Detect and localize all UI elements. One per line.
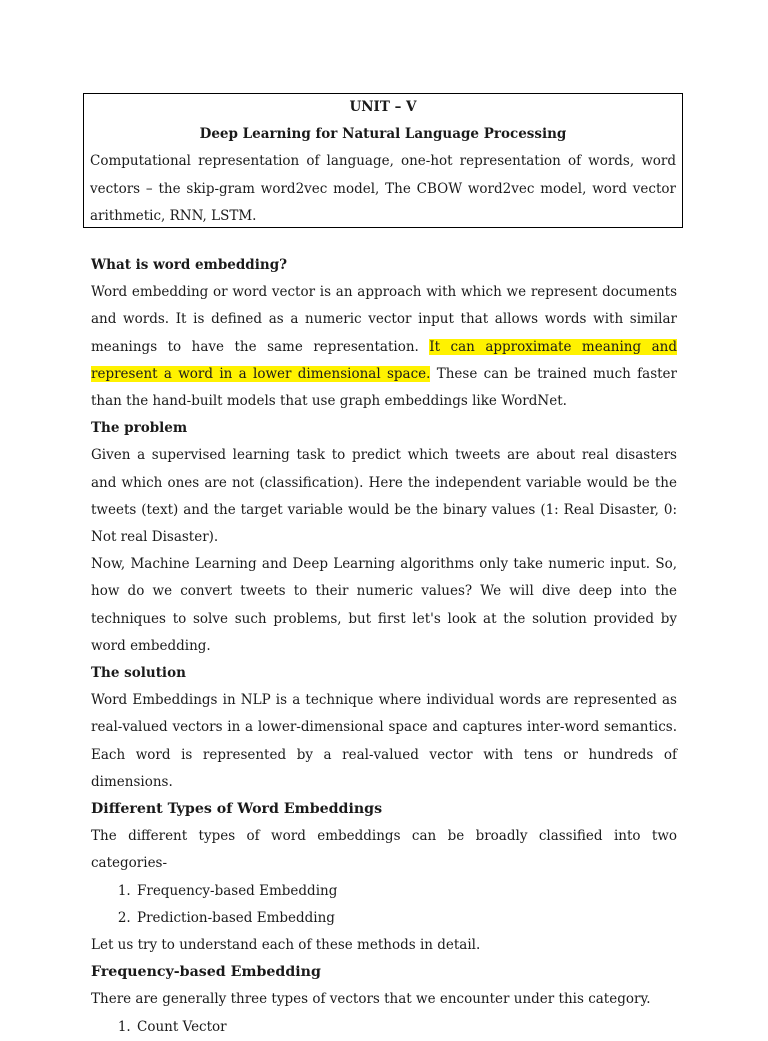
paragraph-types-outro: Let us try to understand each of these methods in detail. [91, 937, 481, 954]
document-body [91, 252, 677, 1041]
heading-types-of-embeddings: Different Types of Word Embeddings [91, 801, 383, 818]
paragraph-types-intro: The different types of word embeddings can be broadly classified into two categories- [91, 828, 677, 872]
list-embedding-types [91, 878, 677, 932]
heading-the-solution: The solution [91, 665, 186, 682]
paragraph-frequency-intro: There are generally three types of vectors that we encounter under this category. [91, 991, 651, 1008]
unit-description: Computational representation of language, one-hot representation of words, word vectors – the skip-gram word2vec model, The CBOW word2vec model, word vector arithmetic, RNN, LSTM. [90, 153, 676, 224]
heading-frequency-based-embedding: Frequency-based Embedding [91, 964, 321, 981]
list-item: 1. Frequency-based Embedding [135, 878, 677, 905]
paragraph-problem-1: Given a supervised learning task to predict which tweets are about real disasters and which ones are not (classification). Here the independent variable would be the tweets (text) and the target variable would be the binary values (1: Real Disaster, 0: Not real Disaster). [91, 447, 677, 546]
unit-summary-box [83, 93, 683, 228]
unit-subtitle: Deep Learning for Natural Language Processing [199, 126, 567, 142]
definition-text-continued: These can be trained much faster than the hand-built models that use graph embeddings like WordNet. [91, 365, 677, 410]
highlighted-text: It can approximate meaning and represent a word in a lower dimensional space. [91, 338, 677, 382]
unit-title: UNIT – V [349, 99, 417, 115]
list-item: 2. Prediction-based Embedding [135, 905, 677, 932]
paragraph-problem-2: Now, Machine Learning and Deep Learning algorithms only take numeric input. So, how do we convert tweets to their numeric values? We will dive deep into the techniques to solve such problems, but first let's look at the solution provided by word embedding. [91, 556, 677, 654]
paragraph-word-embedding-definition [91, 279, 677, 415]
list-frequency-vectors [91, 1014, 677, 1041]
definition-text: Word embedding or word vector is an approach with which we represent documents and words. It is defined as a numeric vector input that allows words with similar meanings to have the same representation. [91, 284, 677, 355]
list-item: 1. Count Vector [135, 1014, 677, 1041]
heading-what-is-word-embedding: What is word embedding? [91, 257, 288, 273]
heading-the-problem: The problem [91, 420, 188, 437]
paragraph-solution: Word Embeddings in NLP is a technique where individual words are represented as real-valued vectors in a lower-dimensional space and captures inter-word semantics. Each word is represented by a real-valued vector with tens or hundreds of dimensions. [91, 692, 677, 790]
